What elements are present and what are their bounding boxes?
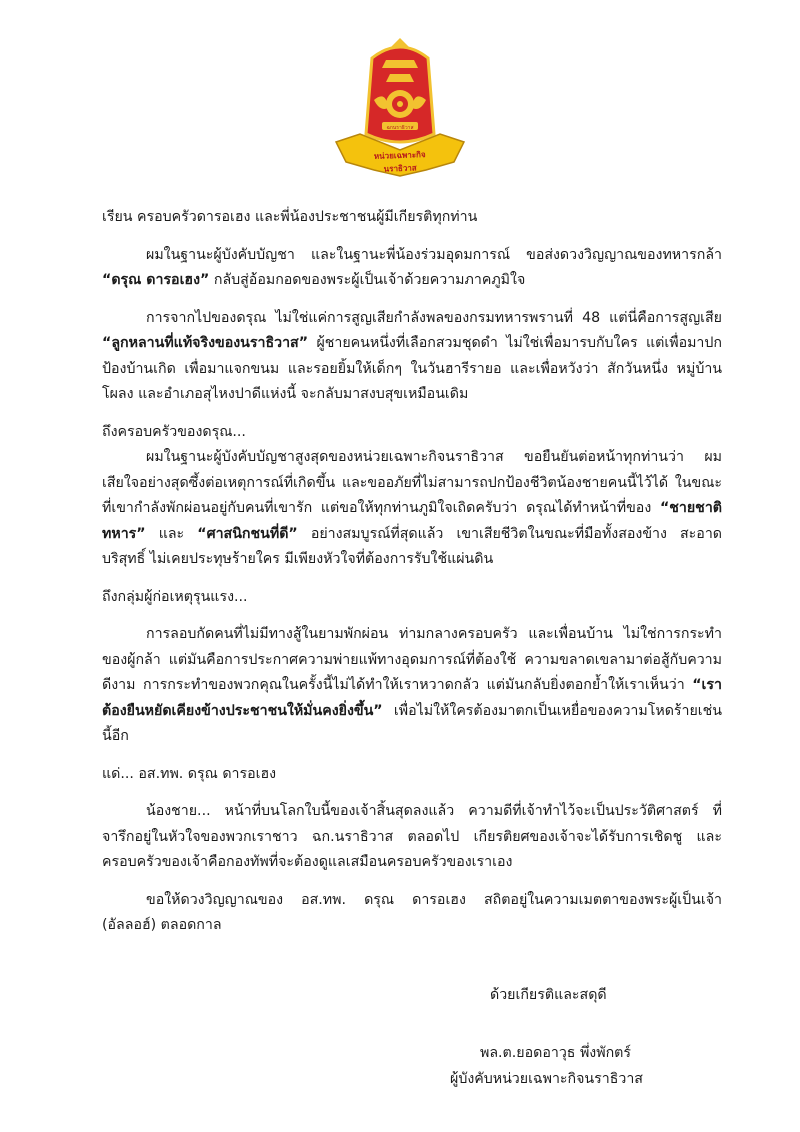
paragraph-2 xyxy=(102,306,722,408)
paragraph-2-bold-a: “ลูกหลานที่แท้จริงของนราธิวาส” xyxy=(102,335,309,351)
letter-body xyxy=(102,205,722,939)
salutation: เรียน ครอบครัวดารอเฮง และพี่น้องประชาชนผู้มีเกียรติทุกท่าน xyxy=(102,209,478,225)
signatory-position: ผู้บังคับหน่วยเฉพาะกิจนราธิวาส xyxy=(450,1071,643,1087)
emblem-banner-text: หน่วยเฉพาะกิจนราธิวาส xyxy=(373,150,426,174)
paragraph-1 xyxy=(102,243,722,294)
paragraph-1-text-b: กลับสู่อ้อมกอดของพระผู้เป็นเจ้าด้วยความภาคภูมิใจ xyxy=(209,272,526,288)
heading-dedication: แด่... อส.ทพ. ดรุณ ดารอเฮง xyxy=(102,765,277,782)
paragraph-6: ขอให้ดวงวิญญาณของ อส.ทพ. ดรุณ ดารอเฮง สถิตอยู่ในความเมตตาของพระผู้เป็นเจ้า (อัลลอฮ์) ตลอดกาล xyxy=(102,891,722,933)
paragraph-3-bold-b: “ศาสนิกชนที่ดี” xyxy=(197,525,298,542)
paragraph-4-text-a: การลอบกัดคนที่ไม่มีทางสู้ในยามพักผ่อน ท่ามกลางครอบครัว และเพื่อนบ้าน ไม่ใช่การกระทำของผู้กล้า แต่มันคือการประกาศความพ่ายแพ้ทางอุดมการณ์ที่ต้องใช้ ความขลาดเขลามาต่อสู้กับความดีงาม การกระทำของพวกคุณในครั้งนี้ไม่ได้ทำให้เราหวาดกลัว แต่มันกลับยิ่งตอกย้ำให้เราเห็นว่า xyxy=(102,626,722,693)
unit-emblem xyxy=(330,38,470,180)
paragraph-3-text-a: ผมในฐานะผู้บังคับบัญชาสูงสุดของหน่วยเฉพาะกิจนราธิวาส ขอยืนยันต่อหน้าทุกท่านว่า ผมเสียใจอย่างสุดซึ้งต่อเหตุการณ์ที่เกิดขึ้น และขออภัยที่ไม่สามารถปกป้องชีวิตน้องชายคนนี้ไว้ได้ ในขณะที่เขากำลังพักผ่อนอยู่กับคนที่เขารัก แต่ขอให้ทุกท่านภูมิใจเถิดครับว่า ดรุณได้ทำหน้าที่ของ xyxy=(102,449,722,516)
paragraph-4-bold-a: “เราต้องยืนหยัดเคียงข้างประชาชนให้มั่นคงยิ่งขึ้น” xyxy=(102,677,722,719)
paragraph-2-text-b: ผู้ชายคนหนึ่งที่เลือกสวมชุดดำ ไม่ใช่เพื่อมารบกับใคร แต่เพื่อมาปกป้องบ้านเกิด เพื่อมาแจกขนม และรอยยิ้มให้เด็กๆ ในวันฮารีรายอ และเพื่อหวังว่า สักวันหนึ่ง หมู่บ้านโผลง และอำเภอสุไหงปาดีแห่งนี้ จะกลับมาสงบสุขเหมือนเดิม xyxy=(102,335,722,402)
heading-to-family: ถึงครอบครัวของดรุณ... xyxy=(102,423,246,440)
paragraph-1-bold-a: “ดรุณ ดารอเฮง” xyxy=(102,272,210,288)
paragraph-3-text-c: อย่างสมบูรณ์ที่สุดแล้ว เขาเสียชีวิตในขณะที่มือทั้งสองข้าง สะอาดบริสุทธิ์ ไม่เคยประทุษร้ายใคร มีเพียงหัวใจที่ต้องการรับใช้แผ่นดิน xyxy=(102,525,722,567)
paragraph-4-text-b: เพื่อไม่ให้ใครต้องมาตกเป็นเหยื่อของความโหดร้ายเช่นนี้อีก xyxy=(102,702,722,744)
signatory-name: พล.ต.ยอดอาวุธ พึ่งพักตร์ xyxy=(480,1045,632,1061)
closing-text: ด้วยเกียรติและสดุดี xyxy=(490,987,607,1003)
emblem-inner-text: ฉกนราธิวาส xyxy=(386,125,414,131)
paragraph-4 xyxy=(102,622,722,750)
paragraph-3-text-b: และ xyxy=(145,525,198,542)
paragraph-5: น้องชาย... หน้าที่บนโลกใบนี้ของเจ้าสิ้นสุดลงแล้ว ความดีที่เจ้าทำไว้จะเป็นประวัติศาสตร์ ที่จารึกอยู่ในหัวใจของพวกเราชาว ฉก.นราธิวาส ตลอดไป เกียรติยศของเจ้าจะได้รับการเชิดชู และ ครอบครัวของเจ้าคือกองทัพที่จะต้องดูแลเสมือนครอบครัวของเราเอง xyxy=(102,803,722,870)
paragraph-1-text-a: ผมในฐานะผู้บังคับบัญชา และในฐานะพี่น้องร่วมอุดมการณ์ ขอส่งดวงวิญญาณของทหารกล้า xyxy=(146,246,722,263)
heading-to-perpetrators: ถึงกลุ่มผู้ก่อเหตุรุนแรง... xyxy=(102,588,248,605)
paragraph-2-text-a: การจากไปของดรุณ ไม่ใช่แค่การสูญเสียกำลังพลของกรมทหารพรานที่ 48 แต่นี่คือการสูญเสีย xyxy=(146,309,722,326)
paragraph-3 xyxy=(102,445,722,573)
paragraph-3-bold-a: “ชายชาติทหาร” xyxy=(102,500,722,542)
